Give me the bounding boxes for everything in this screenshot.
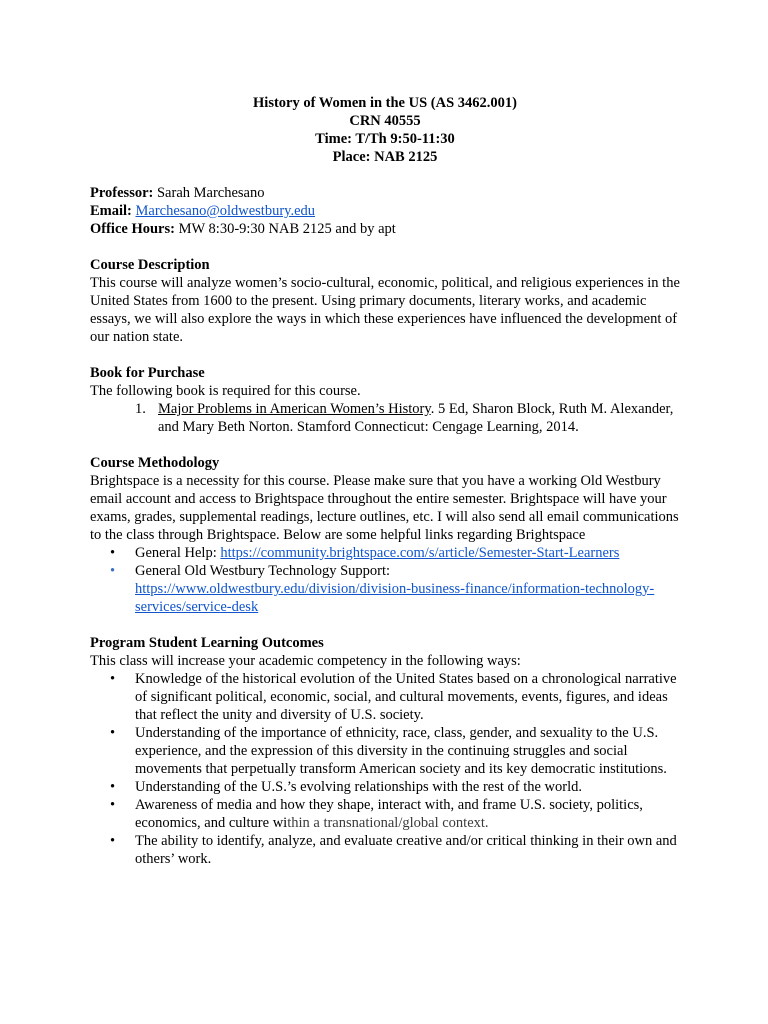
outcome-text: The ability to identify, analyze, and evaluate creative and/or critical thinking in their own and others’ work. xyxy=(135,833,677,867)
professor-name: Sarah Marchesano xyxy=(153,185,265,201)
book-title: Major Problems in American Women’s History xyxy=(158,401,431,417)
outcome-text: Understanding of the U.S.’s evolving relationships with the rest of the world. xyxy=(135,779,583,795)
list-item xyxy=(90,724,682,778)
bullet-icon: • xyxy=(110,545,116,561)
email-label: Email: xyxy=(90,203,132,219)
contact-info xyxy=(90,184,690,238)
list-item xyxy=(90,562,682,616)
office-hours-line xyxy=(90,220,690,238)
spacer xyxy=(90,616,690,634)
methodology-text: Brightspace is a necessity for this course. Please make sure that you have a working Old Westbury email account and access to Brightspace throughout the entire semester. Brightspace will have your exams, grades, supplemental readings, lecture outlines, etc. I will also send all email communications to the class through Brightspace. Below are some helpful links regarding Brightspace xyxy=(90,473,679,543)
list-item xyxy=(90,832,682,868)
bullet-icon: • xyxy=(110,725,116,741)
syllabus-page xyxy=(90,94,690,868)
tech-support-link[interactable]: https://www.oldwestbury.edu/division/division-business-finance/information-technology-services/service-desk xyxy=(135,581,655,615)
spacer xyxy=(90,436,690,454)
course-description-section xyxy=(90,256,690,346)
help-link-label: General Help: xyxy=(135,545,221,561)
help-links-list xyxy=(90,544,690,616)
book-item xyxy=(90,400,680,436)
book-details: . 5 Ed, Sharon Block, Ruth M. Alexander, and Mary Beth Norton. Stamford Connecticut: Cengage Learning, 2014. xyxy=(158,401,674,435)
outcome-text: Understanding of the importance of ethnicity, race, class, gender, and sexuality to the U.S. experience, and the expression of this diversity in the continuing struggles and social movements that perpetually transform American society and its key democratic institutions. xyxy=(135,725,667,777)
outcomes-heading: Program Student Learning Outcomes xyxy=(90,635,324,651)
outcomes-intro: This class will increase your academic competency in the following ways: xyxy=(90,653,521,669)
list-item xyxy=(90,544,682,562)
course-description-text: This course will analyze women’s socio-cultural, economic, political, and religious experiences in the United States from 1600 to the present. Using primary documents, literary works, and academic essays, we will also explore the ways in which these experiences have influenced the development of our nation state. xyxy=(90,275,680,345)
outcomes-list xyxy=(90,670,690,868)
bullet-icon: • xyxy=(110,833,116,849)
list-item xyxy=(90,796,682,832)
bullet-icon: • xyxy=(110,671,116,687)
spacer xyxy=(90,238,690,256)
spacer xyxy=(90,346,690,364)
professor-line xyxy=(90,184,690,202)
email-link[interactable]: Marchesano@oldwestbury.edu xyxy=(135,203,316,219)
course-description-heading: Course Description xyxy=(90,257,210,273)
course-title: History of Women in the US (AS 3462.001) xyxy=(253,95,517,111)
course-place: Place: NAB 2125 xyxy=(332,149,438,165)
list-item xyxy=(90,778,682,796)
outcome-text: Awareness of media and how they shape, interact with, and frame U.S. society, politics, economics, and culture wi xyxy=(135,797,643,831)
bullet-icon: • xyxy=(110,797,116,813)
bullet-icon: • xyxy=(110,779,116,795)
professor-label: Professor: xyxy=(90,185,154,201)
email-line xyxy=(90,202,690,220)
book-number: 1. xyxy=(135,401,146,417)
outcome-text-grey: thin a transnational/global context. xyxy=(287,815,489,831)
list-item xyxy=(90,670,682,724)
outcomes-section xyxy=(90,634,690,868)
bullet-icon: • xyxy=(110,563,116,579)
course-crn: CRN 40555 xyxy=(349,113,421,129)
outcome-text: Knowledge of the historical evolution of the United States based on a chronological narrative of significant political, economic, social, and cultural movements, events, figures, and ideas that reflect the unity and diversity of U.S. society. xyxy=(135,671,677,723)
books-heading: Book for Purchase xyxy=(90,365,205,381)
spacer xyxy=(90,166,690,184)
methodology-section xyxy=(90,454,690,616)
methodology-heading: Course Methodology xyxy=(90,455,220,471)
course-header xyxy=(90,94,680,166)
course-time: Time: T/Th 9:50-11:30 xyxy=(315,131,455,147)
books-section xyxy=(90,364,690,436)
office-hours-value: MW 8:30-9:30 NAB 2125 and by apt xyxy=(174,221,396,237)
office-hours-label: Office Hours: xyxy=(90,221,175,237)
brightspace-help-link[interactable]: https://community.brightspace.com/s/article/Semester-Start-Learners xyxy=(220,545,620,561)
help-link-label: General Old Westbury Technology Support: xyxy=(135,563,391,579)
books-intro: The following book is required for this course. xyxy=(90,383,361,399)
